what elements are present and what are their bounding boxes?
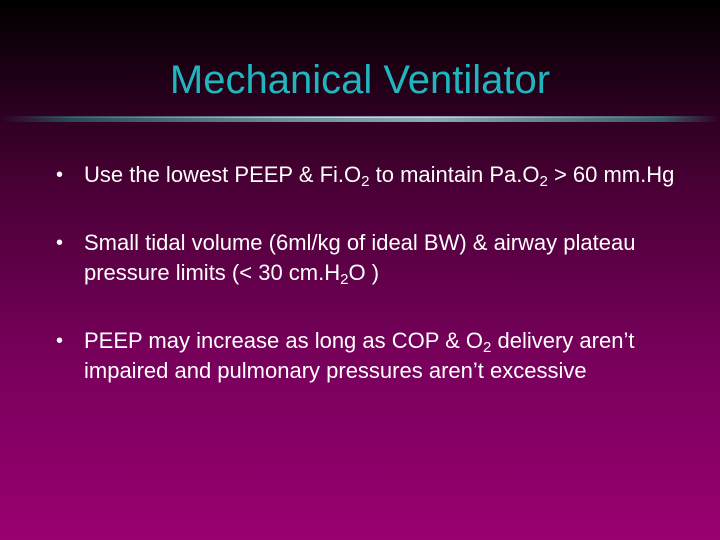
bullet-item-tidal-volume: [56, 228, 676, 288]
bullet-text: Use the lowest PEEP & $Fi.O_2$ to maintain $Pa.O_2 > 60$ mm.Hg: [84, 162, 675, 190]
bullet-icon: •: [56, 232, 64, 254]
bullet-list: [56, 160, 676, 424]
title-divider: [0, 114, 720, 124]
bullet-item-peep-fio2: [56, 160, 676, 190]
bullet-icon: •: [56, 330, 64, 352]
slide-title: Mechanical Ventilator: [169, 58, 551, 102]
bullet-text: Small tidal volume (6ml/kg of ideal BW) & airway plateau pressure limits (< 30 $cm.H_2O$ ): [84, 230, 636, 288]
bullet-item-peep-increase: [56, 326, 676, 386]
bullet-icon: •: [56, 164, 64, 186]
bullet-text: PEEP may increase as long as COP & $O_2$ delivery aren’t impaired and pulmonary pressures aren’t excessive: [84, 328, 635, 383]
